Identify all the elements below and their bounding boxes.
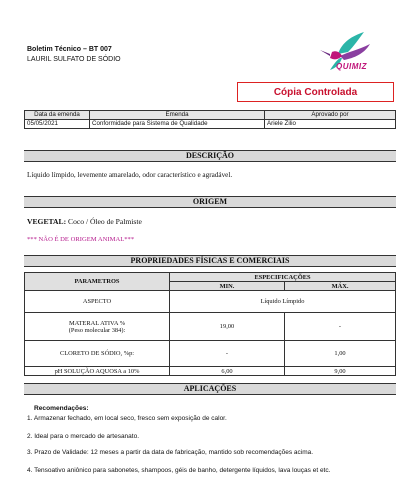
controlled-copy-stamp: Cópia Controlada — [237, 82, 394, 102]
section-descricao: DESCRIÇÃO — [24, 150, 396, 162]
spec-param: pH SOLUÇÃO AQUOSA a 10% — [25, 367, 170, 376]
spec-param — [25, 313, 170, 341]
spec-min: - — [170, 341, 285, 367]
spec-max: - — [285, 313, 396, 341]
revision-amendment: Conformidade para Sistema de Qualidade — [90, 120, 265, 129]
spec-aspect-value: Líquido Límpido — [170, 291, 396, 313]
spec-min: 6,00 — [170, 367, 285, 376]
section-aplicacoes: APLICAÇÕES — [24, 383, 396, 395]
recommendation-item: 4. Tensoativo aniônico para sabonetes, shampoos, géis de banho, detergente líquidos, lava louças et etc. — [27, 467, 331, 474]
spec-header-min: MIN. — [170, 282, 285, 291]
recommendation-item: 2. Ideal para o mercado de artesanato. — [27, 433, 140, 440]
revision-approved-by: Ariele Zilio — [265, 120, 396, 129]
origin-note: *** NÃO É DE ORIGEM ANIMAL*** — [27, 236, 135, 243]
spec-min: 19,00 — [170, 313, 285, 341]
revision-table — [24, 110, 396, 129]
spec-header-param: PARAMETROS — [25, 273, 170, 291]
origin-text: Coco / Óleo de Palmiste — [68, 217, 142, 226]
spec-param-name: MATERAL ATIVA % — [68, 319, 126, 327]
recommendation-item: 1. Armazenar fechado, em local seco, fresco sem exposição de calor. — [27, 415, 227, 422]
description-text: Líquido límpido, levemente amarelado, odor característico e agradável. — [27, 171, 233, 179]
table-row — [25, 313, 396, 341]
spec-header-spec: ESPECIFICAÇÕES — [170, 273, 396, 282]
logo-text: QUIMIZ — [336, 62, 367, 71]
spec-param-detail: (Peso molecular 384): — [68, 326, 126, 334]
table-row — [25, 341, 396, 367]
document-title: Boletim Técnico – BT 007 — [27, 46, 112, 53]
document-subtitle: LAURIL SULFATO DE SÓDIO — [27, 56, 121, 63]
spec-header-max: MÁX. — [285, 282, 396, 291]
spec-max: 1,00 — [285, 341, 396, 367]
section-propriedades: PROPRIEDADES FÍSICAS E COMERCIAIS — [24, 255, 396, 267]
section-origem: ORIGEM — [24, 196, 396, 208]
revision-header-date: Data da emenda — [25, 111, 90, 120]
origin-label: VEGETAL: — [27, 217, 67, 226]
spec-aspect-label: ASPECTO — [25, 291, 170, 313]
specification-table — [24, 272, 396, 376]
origin-line — [27, 217, 142, 226]
table-row — [25, 367, 396, 376]
revision-header-approved: Aprovado por — [265, 111, 396, 120]
recommendation-item: 3. Prazo de Validade: 12 meses a partir da data de fabricação, mantido sob recomendações acima. — [27, 449, 314, 456]
recommendations-title: Recomendações: — [34, 405, 89, 412]
spec-param: CLORETO DE SÓDIO, %p: — [25, 341, 170, 367]
revision-header-amendment: Emenda — [90, 111, 265, 120]
spec-max: 9,00 — [285, 367, 396, 376]
revision-date: 05/05/2021 — [25, 120, 90, 129]
